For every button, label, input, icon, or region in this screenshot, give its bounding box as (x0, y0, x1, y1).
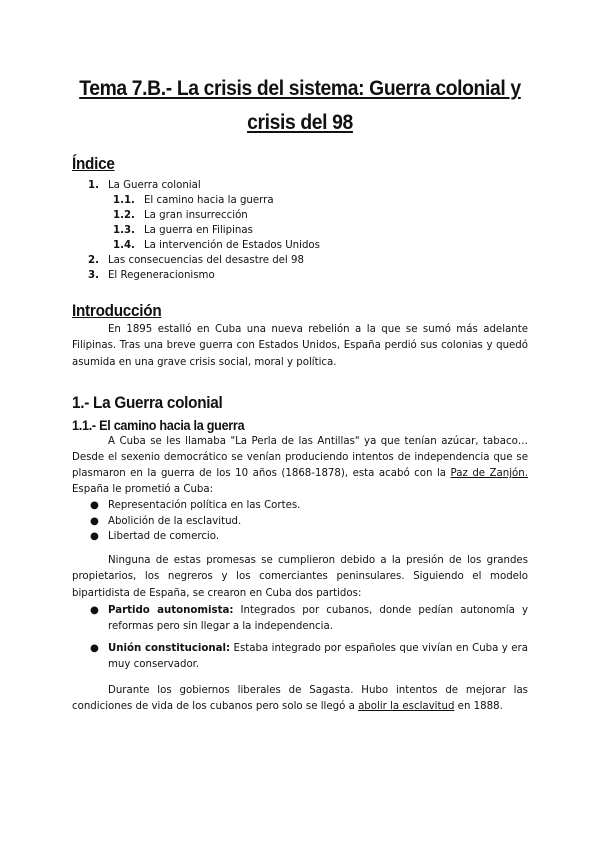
intro-paragraph: En 1895 estalló en Cuba una nueva rebelión a la que se sumó más adelante Filipinas. Tras una breve guerra con Estados Unidos, España perdió sus colonias y quedó asumida en una grave crisis social, moral y política. (72, 324, 528, 368)
promises-list (88, 498, 528, 545)
paragraph-perla-antillas: A Cuba se les llamaba "La Perla de las Antillas" ya que tenían azúcar, tabaco… Desde el sexenio democrático se venían produciendo intentos de independencia que se plasmaron en la guerra de los 10 años (1868-1878), esta acabó con la Paz de Zanjón. España le prometió a Cuba: (72, 436, 528, 496)
toc-item-1-1[interactable]: 1.1. El camino hacia la guerra (113, 195, 274, 206)
list-item: ● Partido autonomista: Integrados por cubanos, donde pedían autonomía y reformas pero sin llegar a la independencia. (90, 605, 528, 633)
paz-de-zanjon-link[interactable]: Paz de Zanjón. (450, 468, 528, 480)
title-line-2: crisis del 98 (247, 111, 353, 134)
list-item: ● Representación política en las Cortes. (90, 500, 301, 511)
title-line-1: Tema 7.B.- La crisis del sistema: Guerra colonial y (79, 77, 521, 100)
toc-item-2[interactable]: 2. Las consecuencias del desastre del 98 (88, 255, 304, 266)
paragraph-promesas: Ninguna de estas promesas se cumplieron debido a la presión de los grandes propietarios, los negreros y los comerciantes peninsulares. Siguiendo el modelo bipartidista de España, se crearon en Cuba dos partidos: (72, 555, 528, 599)
toc-item-1-2[interactable]: 1.2. La gran insurrección (113, 210, 248, 221)
list-item: ● Libertad de comercio. (90, 531, 220, 543)
toc-item-1[interactable]: 1. La Guerra colonial (88, 180, 201, 191)
list-item: ● Unión constitucional: Estaba integrado por españoles que vivían en Cuba y era muy conservador. (90, 642, 528, 671)
section-1-heading: 1.- La Guerra colonial (72, 393, 223, 412)
toc-item-1-3[interactable]: 1.3. La guerra en Filipinas (113, 225, 253, 236)
subsection-1-1-heading: 1.1.- El camino hacia la guerra (72, 417, 245, 433)
document-title (61, 72, 539, 140)
abolir-esclavitud-link[interactable]: abolir la esclavitud (358, 701, 455, 713)
paragraph-sagasta: Durante los gobiernos liberales de Sagasta. Hubo intentos de mejorar las condiciones de vida de los cubanos pero solo se llegó a abolir la esclavitud en 1888. (72, 685, 528, 713)
list-item: ● Abolición de la esclavitud. (90, 515, 242, 527)
party-name: Unión constitucional: (108, 642, 231, 654)
parties-list (88, 603, 528, 674)
table-of-contents (88, 178, 320, 283)
party-name: Partido autonomista: (108, 605, 234, 616)
intro-heading: Introducción (72, 301, 162, 320)
index-heading: Índice (72, 154, 115, 173)
toc-item-1-4[interactable]: 1.4. La intervención de Estados Unidos (113, 240, 320, 251)
toc-item-3[interactable]: 3. El Regeneracionismo (88, 270, 215, 281)
